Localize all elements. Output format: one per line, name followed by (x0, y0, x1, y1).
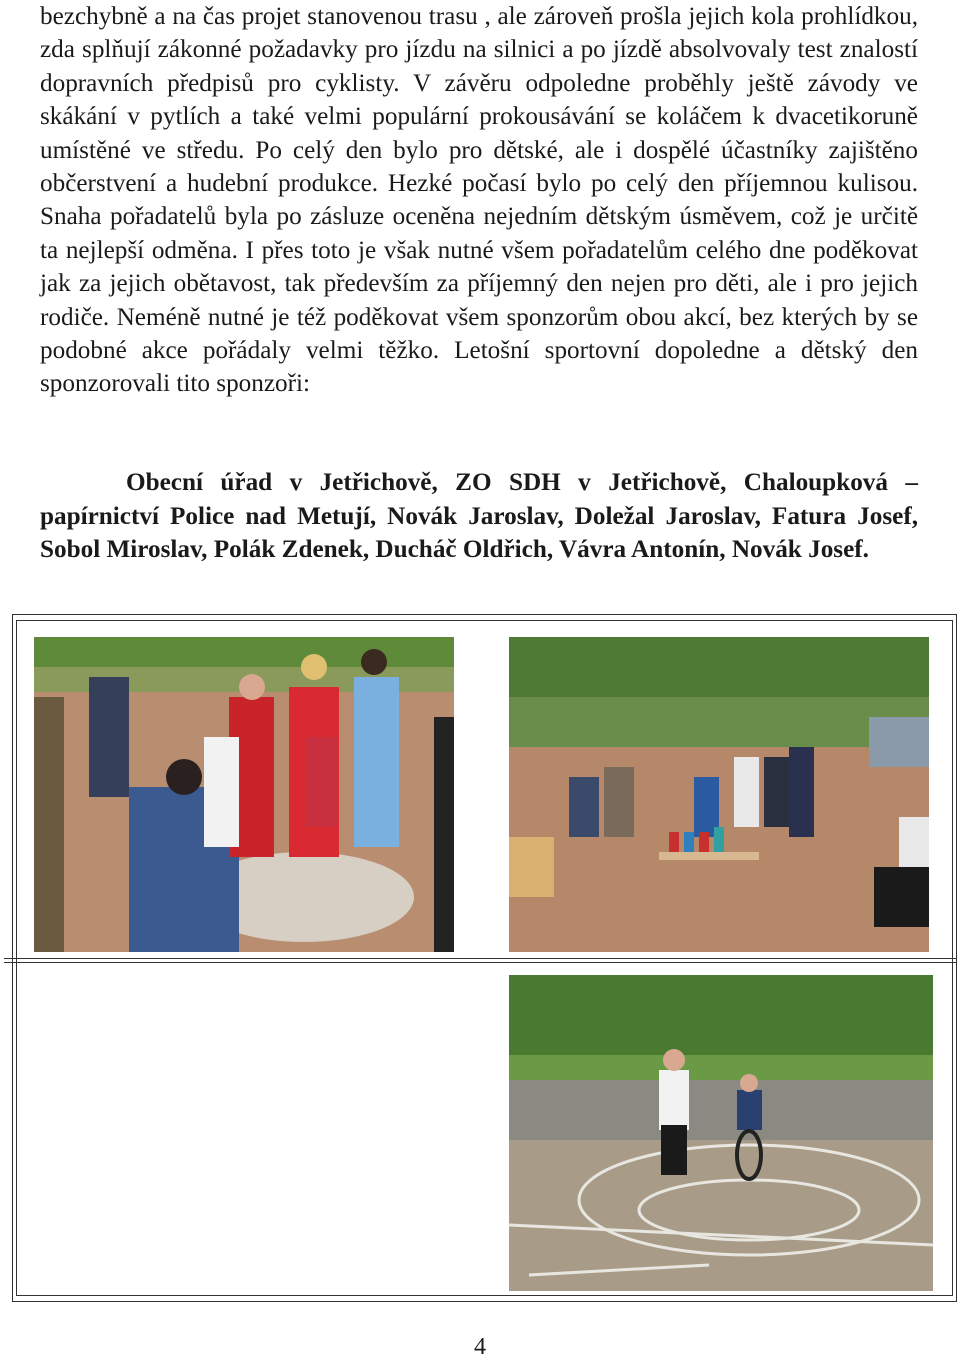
sponsors-list: Obecní úřad v Jetřichově, ZO SDH v Jetřichově, Chaloupková – papírnictví Police nad Metují, Novák Jaroslav, Doležal Jaroslav, Fatura Josef, Sobol Miroslav, Polák Zdenek, Ducháč Oldřich, Vávra Antonín, Novák Josef. (40, 469, 918, 564)
photo-crowd-children (34, 637, 454, 952)
article-paragraph: bezchybně a na čas projet stanovenou trasu , ale zároveň prošla jejich kola prohlídkou, zda splňují zákonné požadavky pro jízdu na silnici a po jízdě absolvovaly test znalostí dopravních předpisů pro cyklisty. V závěru odpoledne proběhly ještě závody ve skákání v pytlích a také velmi populární prokousávání se koláčem k dvacetikoruně umístěné ve středu. Po celý den bylo pro dětské, ale i dospělé účastníky zajištěno občerstvení a hudební produkce. Hezké počasí bylo po celý den příjemnou kulisou. Snaha pořadatelů byla po zásluze oceněna nejedním dětským úsměvem, což je určitě ta nejlepší odměna. I přes toto je však nutné všem pořadatelům celého dne poděkovat jak za jejich obětavost, tak především za příjemný den nejen pro děti, ale i pro jejich rodiče. Neméně nutné je též poděkovat všem sponzorům obou akcí, bez kterých by se podobné akce pořádaly velmi těžko. Letošní sportovní dopoledne a dětský den sponzorovali tito sponzoři: (40, 3, 918, 398)
photo-bicycle-course (509, 975, 933, 1291)
page-number: 4 (474, 1334, 486, 1360)
photo-playground-games (509, 637, 929, 952)
photo-row-separator (4, 958, 956, 963)
